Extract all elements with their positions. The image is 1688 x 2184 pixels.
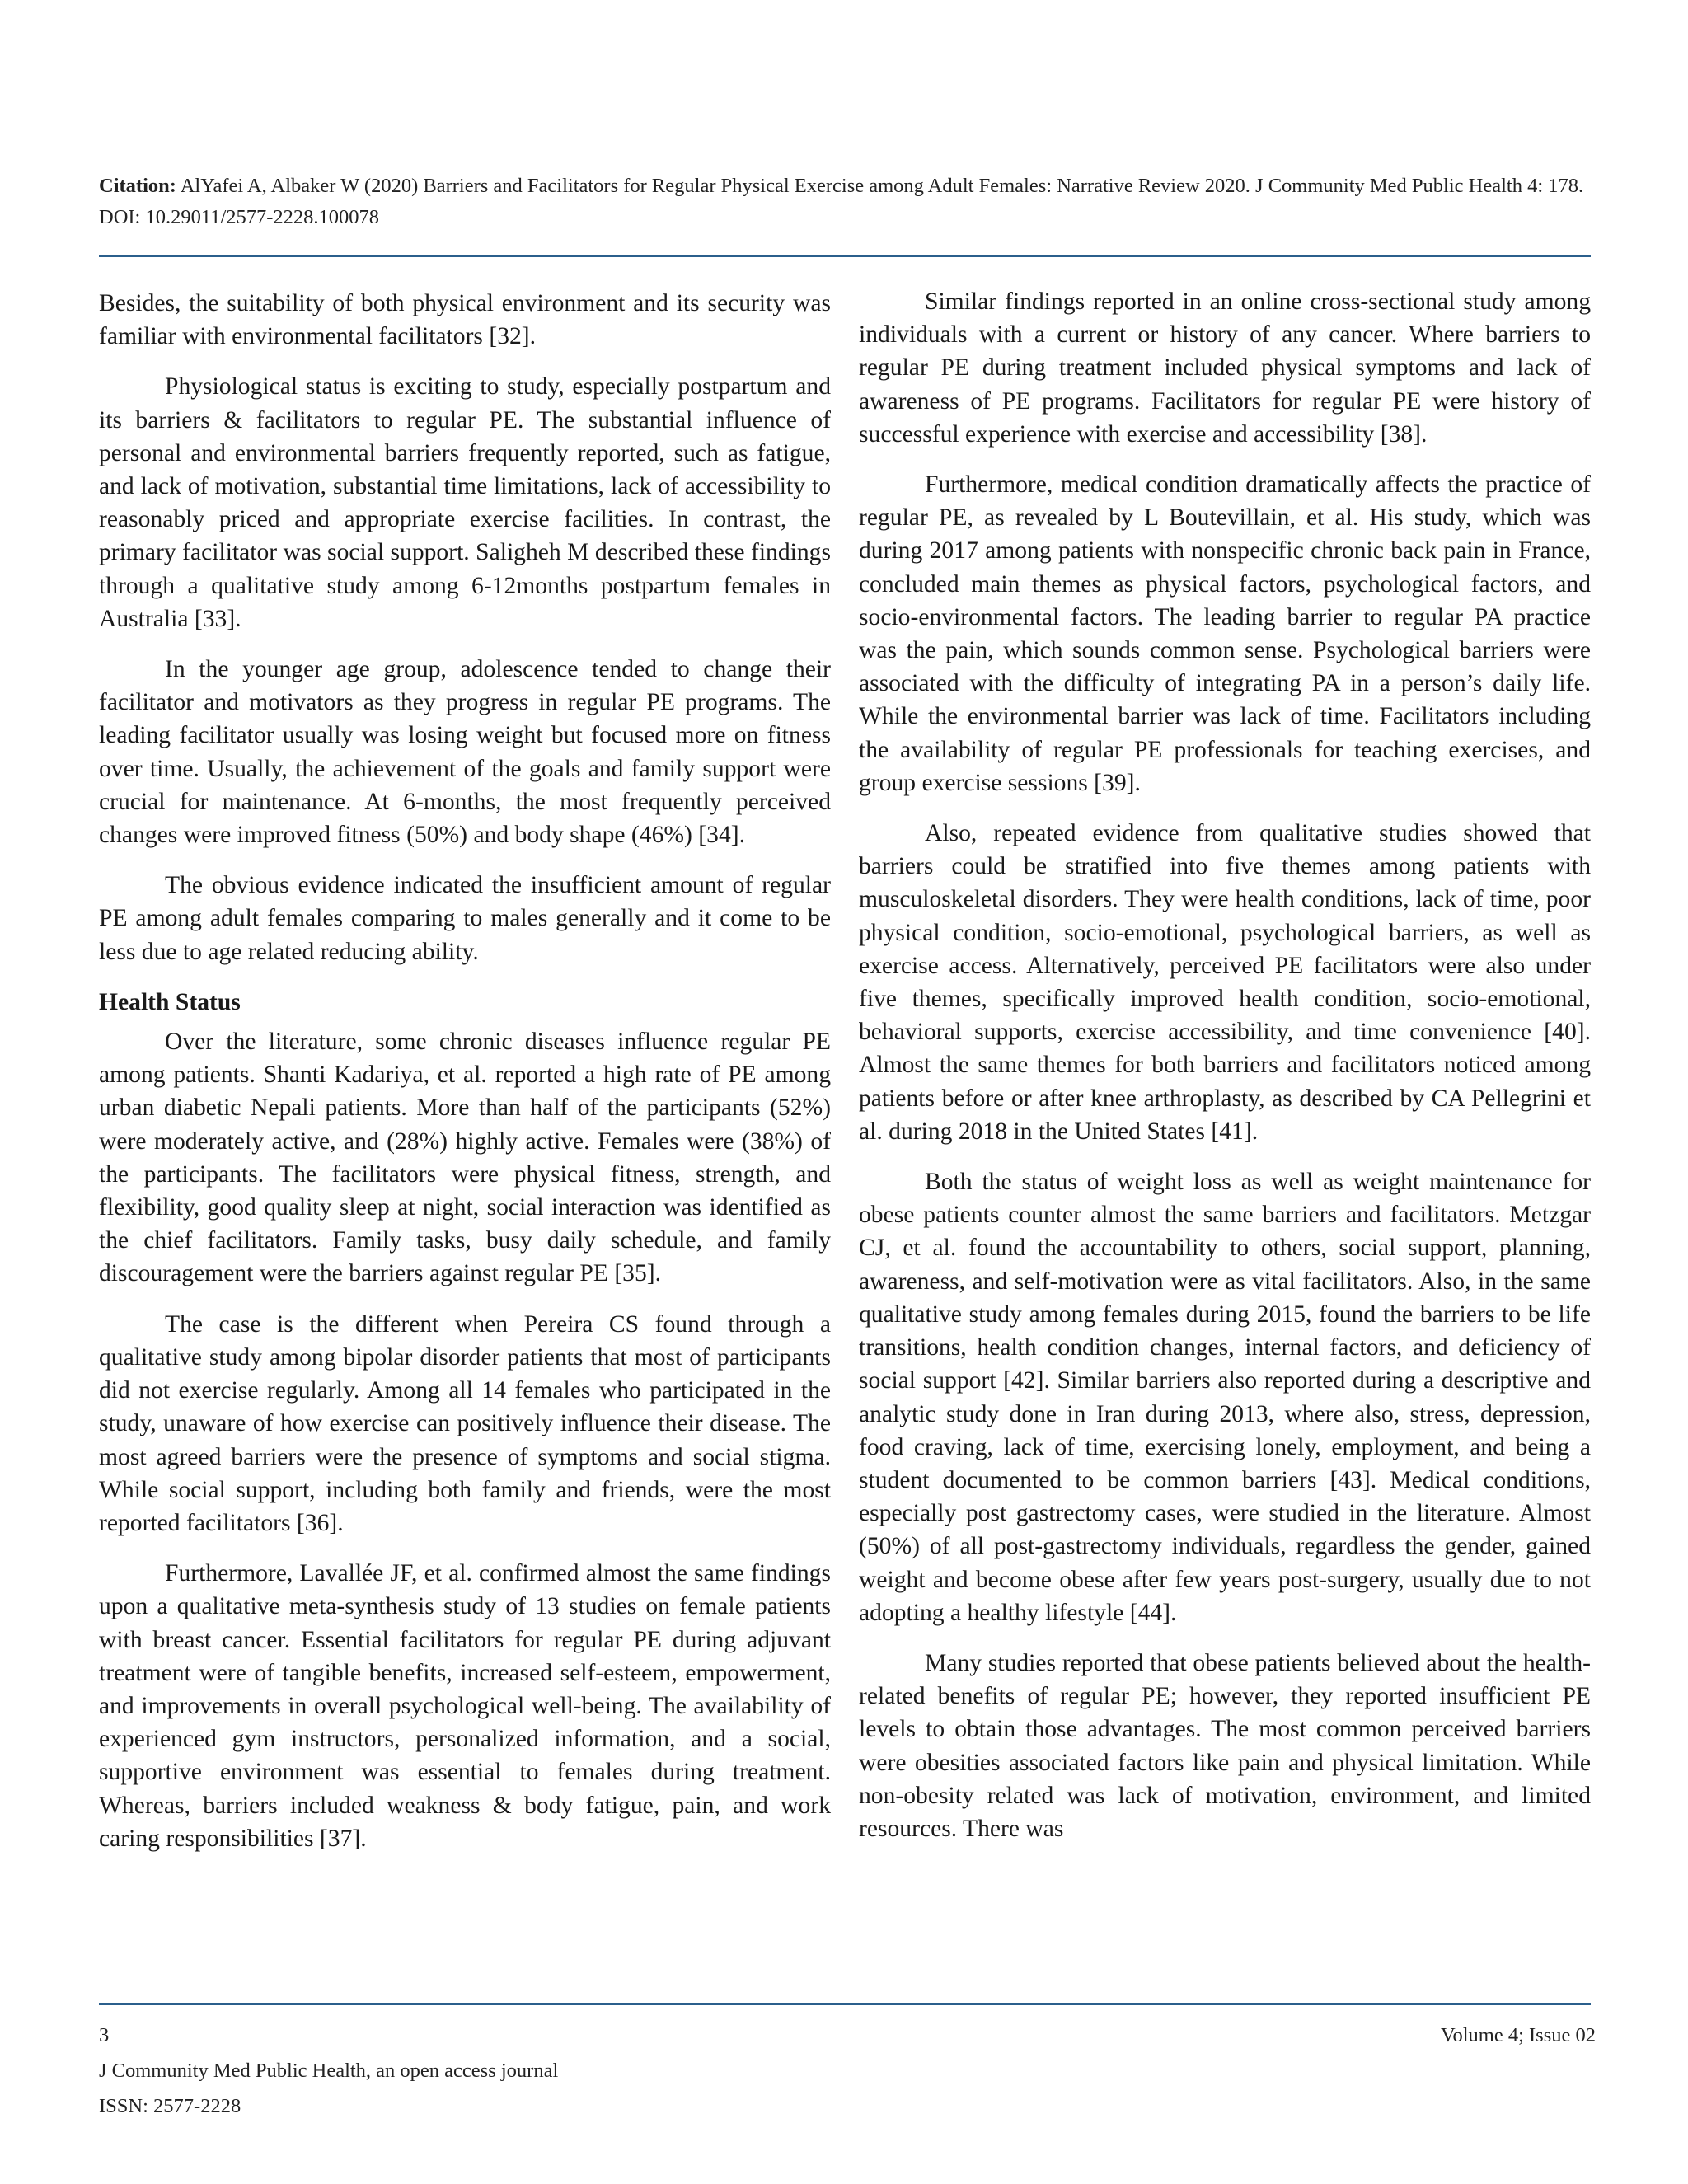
header-divider: [99, 255, 1591, 257]
paragraph: Also, repeated evidence from qualitative studies showed that barriers could be stratified into five themes among patients with musculoskeletal disorders. They were health conditions, lack of time, poor physical condition, socio-emotional, psychological barriers, as well as exercise access. Alternatively, perceived PE facilitators were also under five themes, specifically improved health condition, socio-emotional, behavioral supports, exercise accessibility, and time convenience [40]. Almost the same themes for both barriers and facilitators noticed among patients before or after knee arthroplasty, as described by CA Pellegrini et al. during 2018 in the United States [41].: [859, 820, 1591, 1145]
citation-text: AlYafei A, Albaker W (2020) Barriers and Facilitators for Regular Physical Exercise among Adult Females: Narrative Review 2020. J Community Med Public Health 4: 178. DOI: 10.29011/2577-2228.100078: [99, 175, 1584, 228]
section-heading: Health Status: [99, 988, 241, 1015]
paragraph: Many studies reported that obese patients believed about the health-related benefits of regular PE; however, they reported insufficient PE levels to obtain those advantages. The most common perceived barriers were obesities associated factors like pain and physical limitation. While non-obesity related was lack of motivation, environment, and limited resources. There was: [859, 1649, 1591, 1842]
paragraph: Both the status of weight loss as well as weight maintenance for obese patients counter almost the same barriers and facilitators. Metzgar CJ, et al. found the accountability to others, social support, planning, awareness, and self-motivation were as vital facilitators. Also, in the same qualitative study among females during 2015, found the barriers to be life transitions, health condition changes, internal factors, and deficiency of social support [42]. Similar barriers also reported during a descriptive and analytic study done in Iran during 2013, where also, stress, depression, food craving, lack of time, exercising lonely, employment, and being a student documented to be common barriers [43]. Medical conditions, especially post gastrectomy cases, were studied in the literature. Almost (50%) of all post-gastrectomy individuals, regardless the gender, gained weight and become obese after few years post-surgery, usually due to not adopting a healthy lifestyle [44].: [859, 1169, 1591, 1626]
right-column: [859, 285, 1591, 1863]
footer-divider: [99, 2003, 1591, 2005]
volume-issue: Volume 4; Issue 02: [1440, 2024, 1596, 2046]
issn: ISSN: 2577-2228: [99, 2095, 241, 2117]
paragraph: In the younger age group, adolescence tended to change their facilitator and motivators as they progress in regular PE programs. The leading facilitator usually was losing weight but focused more on fitness over time. Usually, the achievement of the goals and family support were crucial for maintenance. At 6-months, the most frequently perceived changes were improved fitness (50%) and body shape (46%) [34].: [99, 656, 831, 849]
paragraph: Over the literature, some chronic diseases influence regular PE among patients. Shanti Kadariya, et al. reported a high rate of PE among urban diabetic Nepali patients. More than half of the participants (52%) were moderately active, and (28%) highly active. Females were (38%) of the participants. The facilitators were physical fitness, strength, and flexibility, good quality sleep at night, social interaction was identified as the chief facilitators. Family tasks, busy daily schedule, and family discouragement were the barriers against regular PE [35].: [99, 1029, 831, 1287]
left-column: [99, 287, 831, 1872]
paragraph: Physiological status is exciting to study, especially postpartum and its barriers & facilitators to regular PE. The substantial influence of personal and environmental barriers frequently reported, such as fatigue, and lack of motivation, substantial time limitations, lack of accessibility to reasonably priced and appropriate exercise facilities. In contrast, the primary facilitator was social support. Saligheh M described these findings through a qualitative study among 6-12months postpartum females in Australia [33].: [99, 373, 831, 632]
citation-label: Citation:: [99, 175, 176, 197]
paragraph: Similar findings reported in an online cross-sectional study among individuals with a current or history of any cancer. Where barriers to regular PE during treatment included physical symptoms and lack of awareness of PE programs. Facilitators for regular PE were history of successful experience with exercise and accessibility [38].: [859, 288, 1591, 448]
citation-header: [99, 171, 1591, 233]
paragraph: Furthermore, Lavallée JF, et al. confirmed almost the same findings upon a qualitative meta-synthesis study of 13 studies on female patients with breast cancer. Essential facilitators for regular PE during adjuvant treatment were of tangible benefits, increased self-esteem, empowerment, and improvements in overall psychological well-being. The availability of experienced gym instructors, personalized information, and a social, supportive environment was essential to females during treatment. Whereas, barriers included weakness & body fatigue, pain, and work caring responsibilities [37].: [99, 1560, 831, 1852]
page-number: 3: [99, 2024, 110, 2046]
journal-name: J Community Med Public Health, an open access journal: [99, 2060, 559, 2082]
paragraph: Furthermore, medical condition dramatically affects the practice of regular PE, as revealed by L Boutevillain, et al. His study, which was during 2017 among patients with nonspecific chronic back pain in France, concluded main themes as physical factors, psychological factors, and socio-environmental factors. The leading barrier to regular PA practice was the pain, which sounds common sense. Psychological barriers were associated with the difficulty of integrating PA in a person’s daily life. While the environmental barrier was lack of time. Facilitators including the availability of regular PE professionals for teaching exercises, and group exercise sessions [39].: [859, 471, 1591, 796]
paragraph: The obvious evidence indicated the insufficient amount of regular PE among adult females comparing to males generally and it come to be less due to age related reducing ability.: [99, 872, 831, 965]
paragraph: Besides, the suitability of both physical environment and its security was familiar with environmental facilitators [32].: [99, 290, 831, 350]
footer-info: [99, 2018, 558, 2124]
paragraph: The case is the different when Pereira CS found through a qualitative study among bipolar disorder patients that most of participants did not exercise regularly. Among all 14 females who participated in the study, unaware of how exercise can positively influence their disease. The most agreed barriers were the presence of symptoms and social stigma. While social support, including both family and friends, were the most reported facilitators [36].: [99, 1310, 831, 1536]
